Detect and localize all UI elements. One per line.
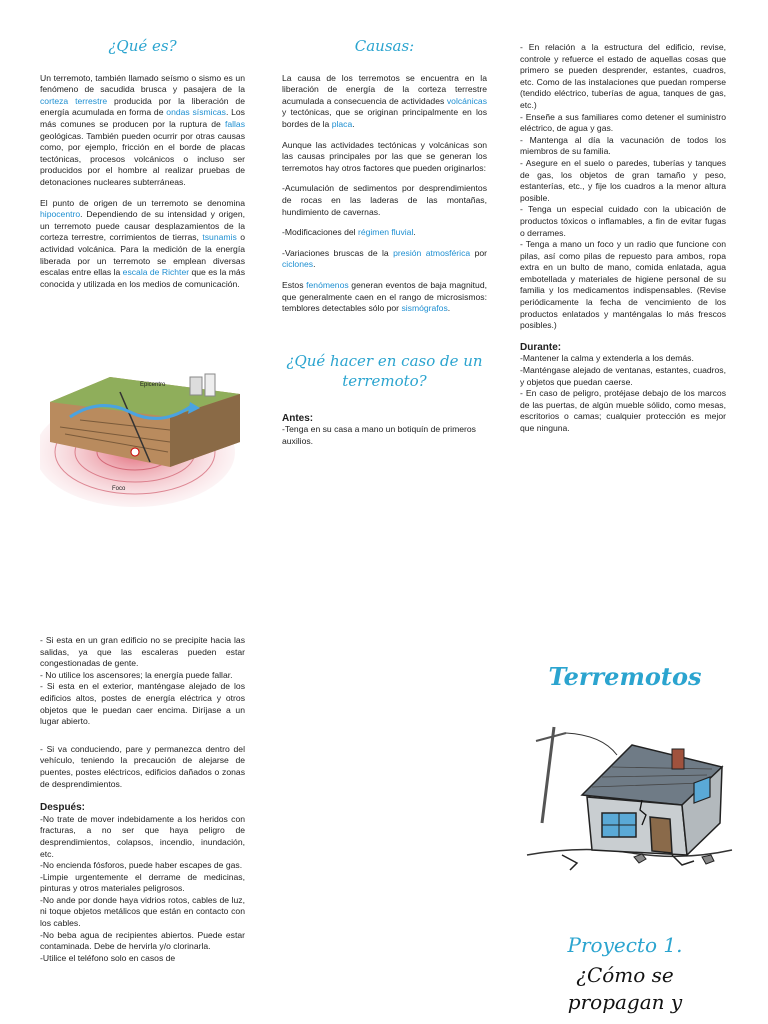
text: El punto de origen de un terremoto se denomina	[40, 197, 245, 208]
list-item: -Manténgase alejado de ventanas, estantes, cuadros, y objetos que puedan caerse.	[520, 365, 726, 387]
link-volcanicas[interactable]: volcánicas	[446, 95, 487, 106]
paragraph-fluvial	[282, 227, 487, 239]
list-item: - En relación a la estructura del edificio, revise, controle y refuerce el estado de aquellas cosas que primero se pueden desprender, estantes, cuadros, etc. Como de las instalaciones que puedan romperse (tendido eléctrico, tuberías de agua, tanques de gas, etc.)	[520, 42, 726, 110]
list-item: - Enseñe a sus familiares como detener el suministro eléctrico, de agua y gas.	[520, 111, 726, 134]
column-despues	[40, 635, 245, 964]
ground-cracks	[562, 855, 694, 870]
text: y tectónicas, que se originan principalmente en los bordes de la	[282, 107, 487, 129]
paragraph-causes	[282, 73, 487, 131]
list-despues	[40, 814, 245, 965]
link-corteza-terrestre[interactable]: corteza terrestre	[40, 95, 108, 106]
list-durante	[520, 353, 726, 434]
label-antes: Antes:	[282, 412, 314, 424]
list-item: -No encienda fósforos, puede haber escapes de gas.	[40, 860, 243, 871]
list-item: -Utilice el teléfono solo en casos de	[40, 952, 176, 963]
paragraph-origin	[40, 198, 245, 291]
link-tsunamis[interactable]: tsunamis	[202, 232, 237, 243]
text: por	[470, 247, 488, 258]
list-item: - Si esta en un gran edificio no se precipite hacia las salidas, ya que las escaleras pueden estar congestionadas de gente.	[40, 635, 245, 669]
list-antes	[520, 42, 726, 332]
list-item: - Asegure en el suelo o paredes, tuberías y tanques de gas, los objetos de gran tamaño y peso, estanterías, etc., y fije los cuadros a la menor altura posible.	[520, 157, 726, 203]
cover-question-line1: ¿Cómo se	[576, 963, 674, 987]
list-item: -Mantener la calma y extenderla a los demás.	[520, 353, 694, 364]
label-durante: Durante:	[520, 341, 562, 353]
list-item: -No beba agua de recipientes abiertos. Puede estar contaminada. Debe de hervirla y/o clorinarla.	[40, 929, 245, 952]
paragraph-other-factors: Aunque las actividades tectónicas y volcánicas son las causas principales por las que se generan los terremotos hay otros factores que pueden originarlos:	[282, 139, 487, 173]
earthquake-diagram-illustration	[40, 372, 248, 512]
list-item: - Tenga un especial cuidado con la ubicación de productos tóxicos o inflamables, a fin de evitar fugas o derrames.	[520, 204, 726, 238]
chimney	[672, 749, 684, 769]
cover-project-label: Proyecto 1.	[567, 933, 683, 957]
cover-question-line2: propagan y	[567, 990, 683, 1014]
list-item: -No ande por donde haya vidrios rotos, cables de luz, ni toque objetos metálicos que están en contacto con los cables.	[40, 894, 245, 929]
link-fenomenos[interactable]: fenómenos	[306, 279, 349, 290]
text: .	[352, 118, 355, 129]
power-line	[566, 733, 617, 755]
text: Un terremoto, también llamado seísmo o sismo es un fenómeno de sacudida brusca y pasajera de la	[40, 72, 245, 95]
text: .	[413, 227, 416, 238]
list-item: - Si esta en el exterior, manténgase alejado de los edificios altos, postes de energía eléctrica y otros objetos que le puedan caer encima. Diríjase a un lugar abierto.	[40, 681, 245, 727]
focus-point	[131, 448, 139, 456]
heading-causas: Causas:	[354, 37, 415, 55]
text: . Dependiendo de su intensidad y origen, un terremoto puede causar desplazamientos de la corteza terrestre, corrimientos de tierras,	[40, 209, 245, 243]
link-presion-atmosferica[interactable]: presión atmosférica	[393, 247, 471, 258]
heading-que-es: ¿Qué es?	[108, 37, 177, 55]
door	[650, 817, 672, 853]
text-antes: -Tenga en su casa a mano un botiquín de primeros auxilios.	[282, 424, 476, 446]
building	[190, 377, 202, 395]
column-que-es	[40, 37, 246, 299]
column-causas	[282, 37, 488, 447]
link-ciclones[interactable]: ciclones	[282, 259, 314, 270]
list-item: - No utilice los ascensores; la energía puede fallar.	[40, 669, 233, 680]
cracked-house-illustration	[522, 705, 734, 875]
label-epicentro: Epicentro	[140, 382, 166, 388]
link-ondas-sismicas[interactable]: ondas sísmicas	[166, 107, 226, 118]
paragraph-definition	[40, 73, 245, 189]
text: que es la más conocida y utilizada en los medios de comunicación.	[40, 267, 246, 289]
paragraph-pressure	[282, 248, 487, 271]
text: .	[447, 303, 451, 314]
text: -Variaciones bruscas de la	[282, 247, 394, 258]
paragraph-vehicle: - Si va conduciendo, pare y permanezca dentro del vehículo, teniendo la precaución de alejarse de puentes, postes eléctricos, edificios dañados o zonas de desprendimientos.	[40, 743, 245, 789]
paragraph-sediments: -Acumulación de sedimentos por desprendimientos de rocas en las laderas de las montañas, hundimiento de cavernas.	[282, 183, 487, 217]
link-placa[interactable]: placa	[331, 118, 353, 129]
list-item: - En caso de peligro, protéjase debajo de los marcos de las puertas, de algún mueble sólido, como mesas, escritorios o camas; cualquier protección es mejor que ninguna.	[520, 388, 726, 433]
link-escala-richter[interactable]: escala de Richter	[122, 267, 190, 278]
list-building	[40, 635, 245, 728]
text: o actividad volcánica. Para la medición de la energía liberada por un terremoto se emplean diversas escalas entre ellas la	[40, 232, 245, 278]
text: Estos	[282, 279, 307, 290]
text: geológicas. También pueden ocurrir por otras causas como, por ejemplo, fricción en el borde de placas tectónicas, procesos volcánicos o incluso ser producidos por el hombre al realizar pruebas de detonaciones nucleares subterráneas.	[40, 130, 245, 187]
text: . Los más comunes se producen por la ruptura de	[40, 107, 245, 129]
text: La causa de los terremotos se encuentra en la liberación de energía de la corteza terrestre acumulada a consecuencia de actividades	[282, 72, 487, 106]
pole	[542, 727, 554, 823]
link-regimen-fluvial[interactable]: régimen fluvial	[357, 227, 414, 238]
text: producida por la liberación de energía acumulada en forma de	[40, 95, 245, 118]
text: generan eventos de baja magnitud, que generalmente caen en el rango de microsismos: temblores detectables sólo por	[282, 279, 487, 314]
link-sismografos[interactable]: sismógrafos	[401, 303, 448, 314]
heading-que-hacer: ¿Qué hacer en caso de un terremoto?	[286, 351, 483, 390]
link-fallas[interactable]: fallas	[224, 118, 245, 129]
cover-question	[520, 962, 730, 1016]
column-antes-durante	[520, 42, 726, 435]
list-item: - Mantenga al día la vacunación de todos los miembros de su familia.	[520, 134, 726, 157]
building	[205, 374, 215, 396]
list-item: - Tenga a mano un foco y un radio que funcione con pilas, así como pilas de repuesto para ambos, ropa extra en un bulto de mano, comida enlatada, agua embotellada y materiales de higiene personal de su familia y los medicamentos indispensables. (Revise periódicamente la fecha de vencimiento de los productos enlatados y manténgalas lo más frescos posibles.)	[520, 239, 726, 331]
cover-title: Terremotos	[548, 662, 702, 691]
label-despues: Después:	[40, 802, 86, 814]
label-foco: Foco	[112, 486, 126, 492]
link-hipocentro[interactable]: hipocentro	[40, 209, 81, 220]
list-item: -Limpie urgentemente el derrame de medicinas, pinturas y otros materiales peligrosos.	[40, 871, 245, 894]
text: -Modificaciones del	[282, 227, 358, 238]
list-item: -No trate de mover indebidamente a los heridos con fracturas, a no ser que haya peligro de desprendimientos, colapsos, incendio, inundación, etc.	[40, 813, 245, 859]
paragraph-microsismos	[282, 280, 487, 315]
text: .	[313, 259, 316, 270]
